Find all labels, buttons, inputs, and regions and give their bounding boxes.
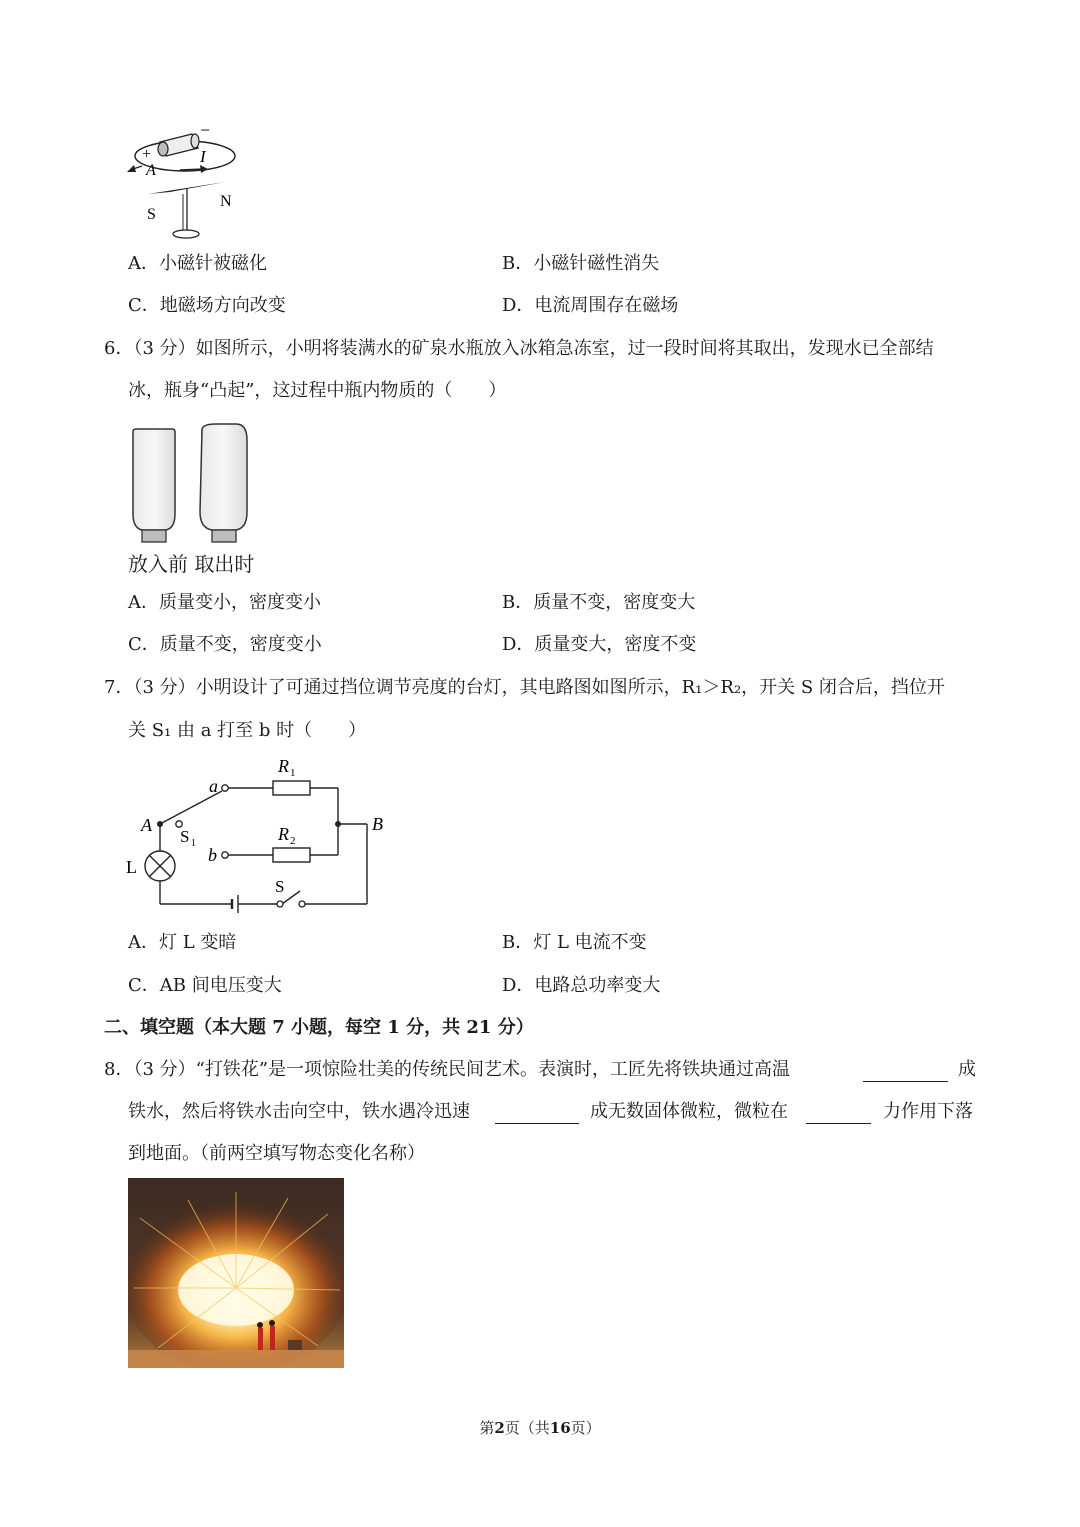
- r2-sub: 2: [290, 835, 296, 847]
- battery-icon: [158, 134, 199, 156]
- q5-option-a[interactable]: A．小磁针被磁化: [128, 253, 267, 274]
- q7-stem-line1: 7．（3 分）小明设计了可通过挡位调节亮度的台灯，其电路图如图所示，R₁＞R₂，开关 S 闭合后，挡位开: [104, 677, 945, 698]
- s1-label: S: [180, 827, 190, 846]
- n-pole-label: N: [220, 193, 232, 210]
- q7-option-b[interactable]: B．灯 L 电流不变: [502, 932, 647, 953]
- q6-stem-line2: 冰，瓶身“凸起”，这过程中瓶内物质的（ ）: [128, 380, 507, 401]
- q8-line3: 到地面。（前两空填写物态变化名称）: [128, 1143, 425, 1164]
- bottle-caption: 放入前 取出时: [128, 552, 255, 576]
- footer-total-pages: 16: [549, 1419, 571, 1437]
- q8-line1-text: 8．（3 分）“打铁花”是一项惊险壮美的传统民间艺术。表演时，工匠先将铁块通过高温: [104, 1059, 791, 1080]
- q5-figure: [120, 122, 250, 244]
- bottle-before-icon: [133, 429, 175, 542]
- q8-blank-3[interactable]: [806, 1105, 871, 1124]
- footer-page-number: 2: [494, 1419, 505, 1437]
- section-2-title: 二、填空题（本大题 7 小题，每空 1 分，共 21 分）: [104, 1017, 534, 1038]
- i-label: I: [200, 147, 206, 166]
- q8-line2-a: 铁水，然后将铁水击向空中，铁水遇冷迅速: [128, 1101, 470, 1122]
- bottle-figure: [126, 420, 256, 548]
- minus-label: −: [200, 122, 211, 140]
- resistor-r2: [273, 848, 310, 862]
- switch-s: [282, 891, 300, 904]
- node-a-label: a: [209, 776, 218, 796]
- circuit-diagram: [120, 752, 400, 916]
- q8-blank-1[interactable]: [863, 1063, 948, 1082]
- q7-option-d[interactable]: D．电路总功率变大: [502, 975, 661, 996]
- q8-line2-b: 成无数固体微粒，微粒在: [590, 1101, 788, 1122]
- q7-option-a[interactable]: A．灯 L 变暗: [128, 932, 237, 953]
- footer-text-a: 第: [479, 1419, 495, 1437]
- q8-line2-c: 力作用下落: [883, 1101, 973, 1122]
- q7-stem-line2: 关 S₁ 由 a 打至 b 时（ ）: [128, 720, 367, 741]
- q7-option-c[interactable]: C．AB 间电压变大: [128, 975, 282, 996]
- lamp-label: L: [126, 857, 137, 877]
- bottle-after-icon: [200, 424, 247, 542]
- q8-line1-end: 成: [958, 1059, 976, 1080]
- r2-label: R: [278, 824, 289, 844]
- switch-s-label: S: [275, 877, 285, 896]
- node-b-label: b: [208, 845, 217, 865]
- q5-option-d[interactable]: D．电流周围存在磁场: [502, 295, 679, 316]
- q6-option-a[interactable]: A．质量变小，密度变小: [128, 592, 321, 613]
- q8-line1: [104, 1059, 790, 1081]
- r1-sub: 1: [290, 767, 296, 779]
- r1-label: R: [278, 756, 289, 776]
- iron-flower-photo: [128, 1178, 344, 1368]
- q6-option-b[interactable]: B．质量不变，密度变大: [502, 592, 696, 613]
- q5-option-b[interactable]: B．小磁针磁性消失: [502, 253, 660, 274]
- a-label: A: [146, 162, 156, 179]
- q6-option-d[interactable]: D．质量变大，密度不变: [502, 634, 697, 655]
- node-B-label: B: [372, 814, 383, 834]
- q6-stem-line1: 6．（3 分）如图所示，小明将装满水的矿泉水瓶放入冰箱急冻室，过一段时间将其取出，发现水已全部结: [104, 338, 934, 359]
- s-pole-label: S: [147, 206, 156, 223]
- s1-sub: 1: [191, 838, 196, 849]
- page-footer: [0, 1417, 1080, 1438]
- footer-text-b: 页（共: [504, 1419, 550, 1437]
- current-arrow: [180, 169, 204, 170]
- footer-text-c: 页）: [570, 1419, 601, 1437]
- q6-option-c[interactable]: C．质量不变，密度变小: [128, 634, 322, 655]
- plus-label: +: [142, 146, 152, 163]
- q8-blank-2[interactable]: [495, 1105, 579, 1124]
- node-A-label: A: [141, 815, 152, 835]
- q5-option-c[interactable]: C．地磁场方向改变: [128, 295, 286, 316]
- resistor-r1: [273, 781, 310, 795]
